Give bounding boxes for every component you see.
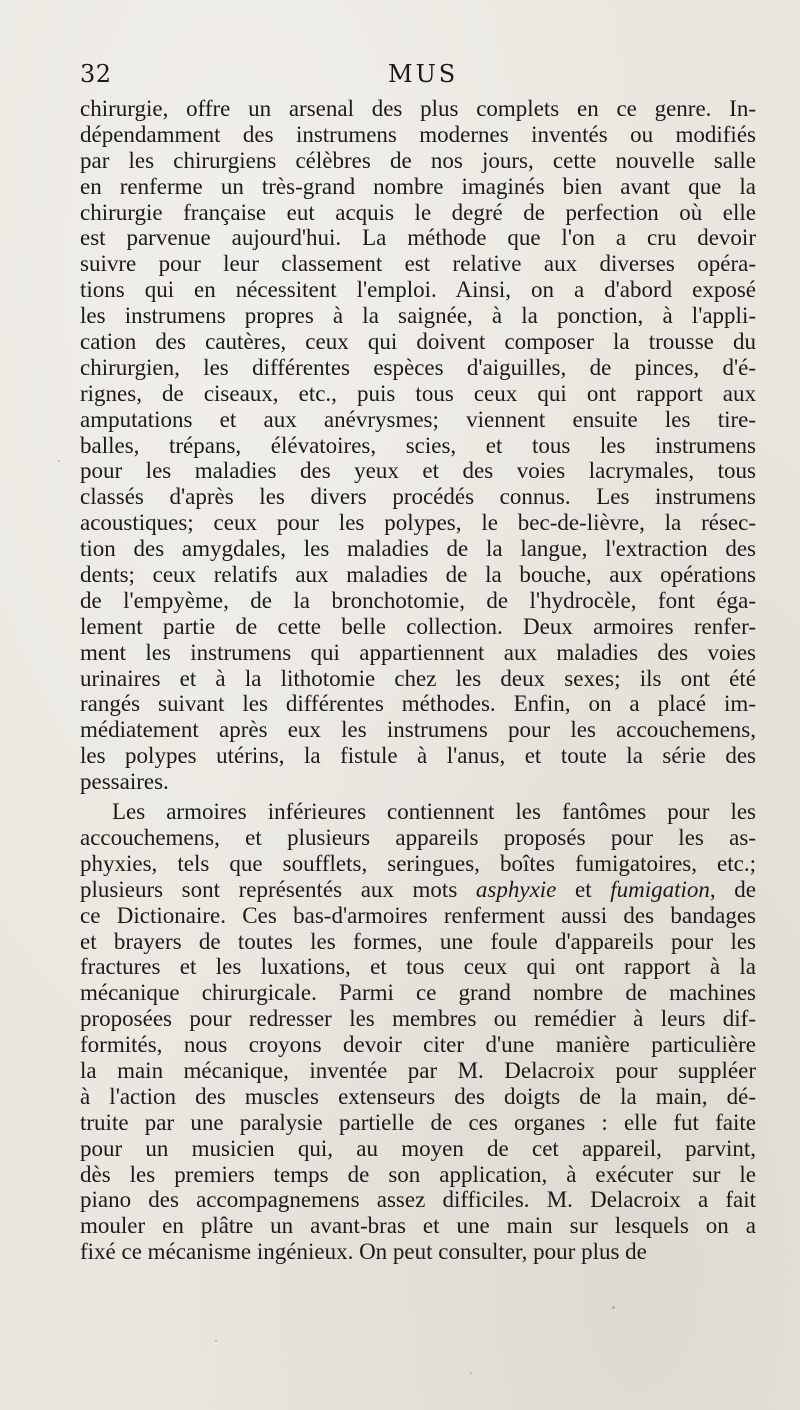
text-line: accouchemens, et plusieurs appareils proposés pour les as- xyxy=(80,824,756,850)
text-line: balles, trépans, élévatoires, scies, et tous les instrumens xyxy=(80,432,756,458)
text-line: dents; ceux relatifs aux maladies de la bouche, aux opérations xyxy=(80,562,756,588)
text-line: lement partie de cette belle collection. Deux armoires renfer- xyxy=(80,613,756,639)
text-line: à l'action des muscles extenseurs des doigts de la main, dé- xyxy=(80,1083,756,1109)
paragraph xyxy=(80,799,756,1265)
text-line: suivre pour leur classement est relative aux diverses opéra- xyxy=(80,251,756,277)
text-line: par les chirurgiens célèbres de nos jours, cette nouvelle salle xyxy=(80,147,756,173)
text-line: piano des accompagnemens assez difficiles. M. Delacroix a fait xyxy=(80,1187,756,1213)
text-line: cation des cautères, ceux qui doivent composer la trousse du xyxy=(80,329,756,355)
text-line: médiatement après eux les instrumens pour les accouchemens, xyxy=(80,717,756,743)
text-line: proposées pour redresser les membres ou remédier à leurs dif- xyxy=(80,1006,756,1032)
running-title: MUS xyxy=(388,60,459,88)
text-line: en renferme un très-grand nombre imaginés bien avant que la xyxy=(80,173,756,199)
text-line: fixé ce mécanisme ingénieux. On peut consulter, pour plus de xyxy=(80,1239,647,1265)
text-line: ce Dictionaire. Ces bas-d'armoires renferment aussi des bandages xyxy=(80,902,756,928)
paper-speckle xyxy=(58,460,60,462)
text-line: et brayers de toutes les formes, une foule d'appareils pour les xyxy=(80,928,756,954)
paper-speckle xyxy=(215,1340,217,1342)
text-line: chirurgie française eut acquis le degré de perfection où elle xyxy=(80,199,756,225)
text-line: la main mécanique, inventée par M. Delacroix pour suppléer xyxy=(80,1057,756,1083)
text-line: chirurgien, les différentes espèces d'aiguilles, de pinces, d'é- xyxy=(80,354,756,380)
text-line: pour un musicien qui, au moyen de cet appareil, parvint, xyxy=(80,1135,756,1161)
text-line: truite par une paralysie partielle de ces organes : elle fut faite xyxy=(80,1109,756,1135)
text-line: les instrumens propres à la saignée, à la ponction, à l'appli- xyxy=(80,303,756,329)
text-line: fractures et les luxations, et tous ceux qui ont rapport à la xyxy=(80,954,756,980)
text-line: pessaires. xyxy=(80,769,169,795)
text-line: acoustiques; ceux pour les polypes, le bec-de-lièvre, la résec- xyxy=(80,510,756,536)
text-line: pour les maladies des yeux et des voies lacrymales, tous xyxy=(80,458,756,484)
paper-speckle xyxy=(470,1372,472,1374)
text-line: formités, nous croyons devoir citer d'une manière particulière xyxy=(80,1032,756,1058)
text-line: de l'empyème, de la bronchotomie, de l'hydrocèle, font éga- xyxy=(80,587,756,613)
text-line: plusieurs sont représentés aux mots asphyxie et fumigation, de xyxy=(80,876,756,902)
text-line: tion des amygdales, les maladies de la langue, l'extraction des xyxy=(80,536,756,562)
text-line: est parvenue aujourd'hui. La méthode que l'on a cru devoir xyxy=(80,225,756,251)
text-line: classés d'après les divers procédés connus. Les instrumens xyxy=(80,484,756,510)
text-line: urinaires et à la lithotomie chez les deux sexes; ils ont été xyxy=(80,665,756,691)
text-line: chirurgie, offre un arsenal des plus complets en ce genre. In- xyxy=(80,96,756,121)
text-line: les polypes utérins, la fistule à l'anus, et toute la série des xyxy=(80,743,756,769)
paper-speckle xyxy=(612,1306,615,1309)
text-line: phyxies, tels que soufflets, seringues, boîtes fumigatoires, etc.; xyxy=(80,850,756,876)
text-line: amputations et aux anévrysmes; viennent ensuite les tire- xyxy=(80,406,756,432)
text-line: mouler en plâtre un avant-bras et une main sur lesquels on a xyxy=(80,1213,756,1239)
text-line: rangés suivant les différentes méthodes. Enfin, on a placé im- xyxy=(80,691,756,717)
text-line: mécanique chirurgicale. Parmi ce grand nombre de machines xyxy=(80,980,756,1006)
text-line: dépendamment des instrumens modernes inventés ou modifiés xyxy=(80,121,756,147)
text-line: dès les premiers temps de son application, à exécuter sur le xyxy=(80,1161,756,1187)
text-line: Les armoires inférieures contiennent les fantômes pour les xyxy=(112,799,756,825)
body-text xyxy=(80,96,756,1265)
paragraph xyxy=(80,96,756,795)
running-head xyxy=(80,60,755,90)
page-number: 32 xyxy=(80,60,112,88)
text-line: ment les instrumens qui appartiennent aux maladies des voies xyxy=(80,639,756,665)
text-line: rignes, de ciseaux, etc., puis tous ceux qui ont rapport aux xyxy=(80,380,756,406)
text-line: tions qui en nécessitent l'emploi. Ainsi, on a d'abord exposé xyxy=(80,277,756,303)
italic-term: fumigation xyxy=(610,876,710,902)
italic-term: asphyxie xyxy=(475,876,557,902)
